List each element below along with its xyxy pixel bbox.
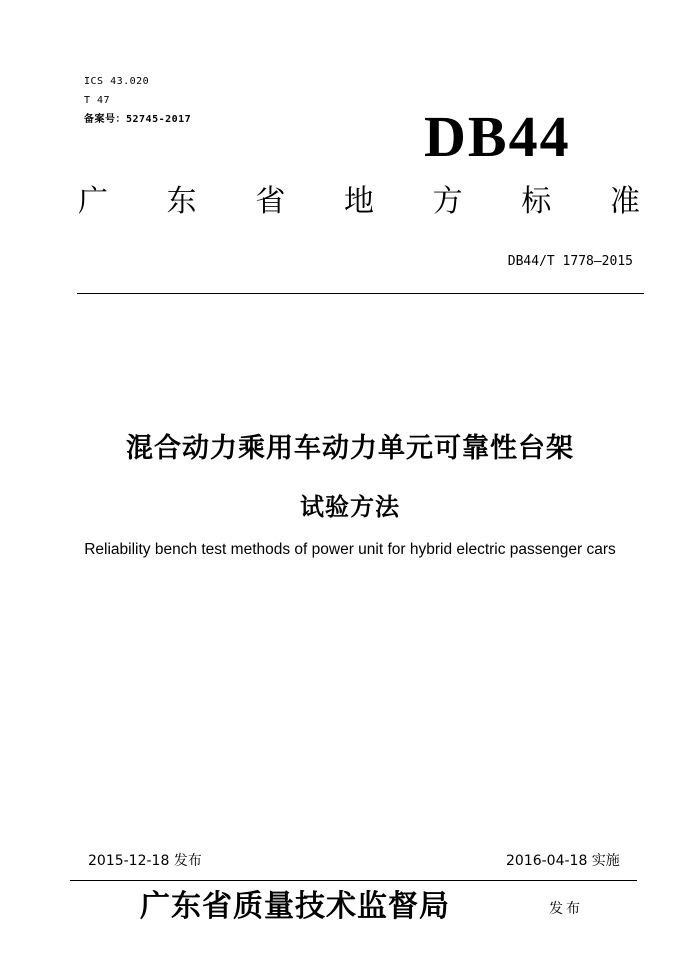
issue-label: 发布 — [549, 901, 583, 917]
publish-date: 2015-12-18 发布 — [88, 853, 202, 869]
implement-date: 2016-04-18 实施 — [506, 853, 620, 869]
standard-type-heading — [78, 183, 640, 221]
standard-type-char: 东 — [166, 184, 197, 219]
standard-logo: DB44 — [424, 104, 571, 169]
title-english: Reliability bench test methods of power unit for hybrid electric passenger cars — [84, 541, 616, 558]
footer-divider — [70, 880, 637, 881]
standard-type-char: 准 — [609, 184, 640, 219]
classification-code: T 47 — [84, 95, 111, 106]
issuing-agency: 广东省质量技术监督局 — [140, 889, 450, 924]
record-number: 备案号：52745-2017 — [84, 114, 192, 125]
standard-number: DB44/T 1778—2015 — [507, 254, 633, 269]
standard-type-char: 广 — [78, 184, 108, 219]
standard-type-char: 标 — [521, 184, 552, 219]
header-divider — [77, 293, 644, 294]
ics-code: ICS 43.020 — [84, 76, 150, 87]
title-zh-line2: 试验方法 — [300, 493, 400, 521]
standard-type-char: 方 — [432, 184, 463, 219]
standard-type-char: 省 — [255, 184, 286, 219]
standard-type-char: 地 — [343, 184, 374, 219]
title-zh-line1: 混合动力乘用车动力单元可靠性台架 — [126, 433, 574, 464]
